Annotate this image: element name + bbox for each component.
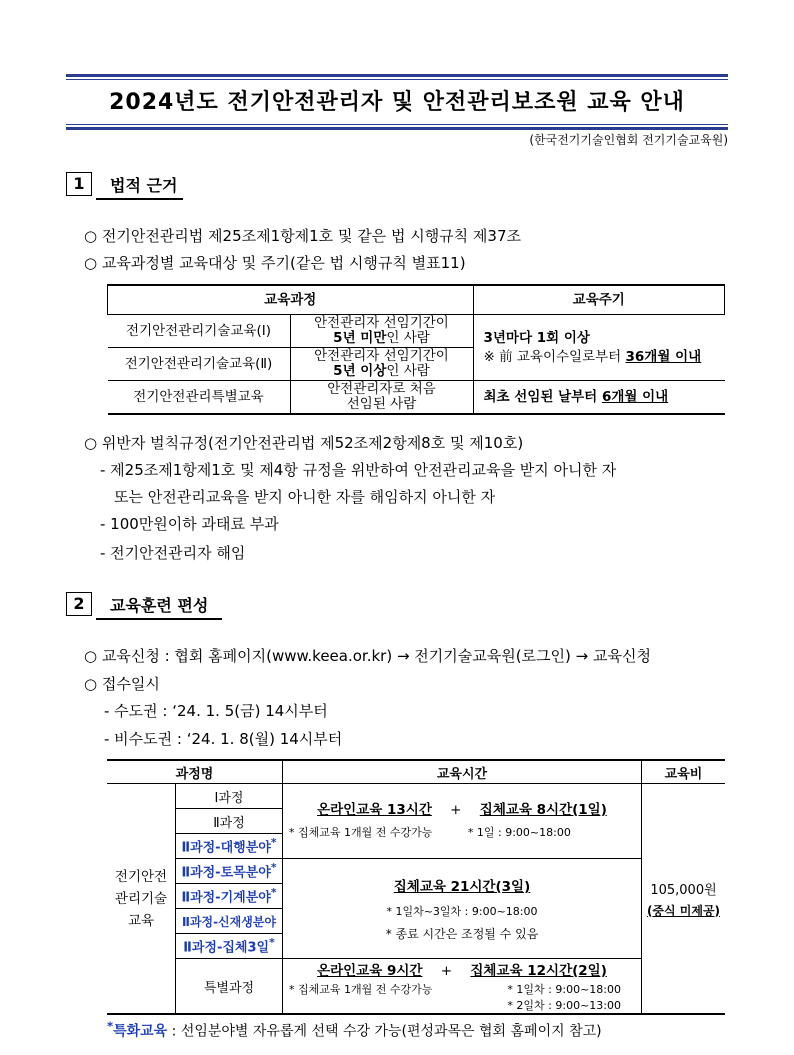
title-bar xyxy=(66,74,728,130)
time-block-c: 온라인교육 9시간 + 집체교육 12시간(2일) * 집체교육 1개월 전 수강가능 * 1일차 : 9:00~18:00 * 2일차 : 9:00~13:00 xyxy=(283,959,642,1015)
row3-cycle: 최초 선임된 날부터 6개월 이내 xyxy=(473,381,725,415)
section-1-number: 1 xyxy=(66,172,92,196)
row2-course: 전기안전관리기술교육(Ⅱ) xyxy=(108,348,291,381)
section-2-bullet-dates: ○ 접수일시 xyxy=(84,675,160,693)
section-1-bullet-cycle: ○ 교육과정별 교육대상 및 주기(같은 법 시행규칙 별표11) xyxy=(84,254,466,272)
time-block-a: 온라인교육 13시간 + 집체교육 8시간(1일) * 집체교육 1개월 전 수강가능 * 1일 : 9:00~18:00 xyxy=(283,784,642,859)
section-1-bullet-penalty: ○ 위반자 벌칙규정(전기안전관리법 제52조제2항제8호 및 제10호) xyxy=(84,434,524,452)
footnote-text: : 선임분야별 자유롭게 선택 수강 가능(편성과목은 협회 홈페이지 참고) xyxy=(167,1023,602,1040)
fee-cell xyxy=(642,784,726,1015)
course-group: 전기안전 관리기술 교육 xyxy=(107,784,176,1015)
penalty-item-1: - 제25조제1항제1호 및 제4항 규정을 위반하여 안전관리교육을 받지 아니한 자 xyxy=(100,461,617,479)
course-5: Ⅱ과정-기계분야* xyxy=(176,884,283,909)
section-1-title: 법적 근거 xyxy=(96,173,183,200)
row1-course: 전기안전관리기술교육(Ⅰ) xyxy=(108,315,291,348)
row1-target: 안전관리자 선임기간이 5년 미만인 사람 xyxy=(290,315,473,348)
fee-amount: 105,000원 xyxy=(650,882,717,898)
section-2-bullet-apply: ○ 교육신청 : 협회 홈페이지(www.keea.or.kr) → 전기기술교육원(로그인) → 교육신청 xyxy=(84,647,651,665)
course-7: Ⅱ과정-집체3일* xyxy=(176,934,283,959)
row3-target: 안전관리자로 처음 선임된 사람 xyxy=(290,381,473,415)
fee-note: (중식 미제공) xyxy=(646,903,721,918)
course-3: Ⅱ과정-대행분야* xyxy=(176,834,283,859)
date-capital: - 수도권 : ‘24. 1. 5(금) 14시부터 xyxy=(104,702,328,720)
date-noncapital: - 비수도권 : ‘24. 1. 8(월) 14시부터 xyxy=(104,730,343,748)
row12-cycle: 3년마다 1회 이상 ※ 前 교육이수일로부터 36개월 이내 xyxy=(473,315,725,381)
header-course: 교육과정 xyxy=(108,285,474,315)
course-1: Ⅰ과정 xyxy=(176,784,283,809)
page-title: 2024년도 전기안전관리자 및 안전관리보조원 교육 안내 xyxy=(109,90,685,115)
penalty-item-2: - 100만원이하 과태료 부과 xyxy=(100,515,279,533)
section-1-bullet-law: ○ 전기안전관리법 제25조제1항제1호 및 같은 법 시행규칙 제37조 xyxy=(84,227,521,245)
education-cycle-table xyxy=(107,284,725,415)
header-fee: 교육비 xyxy=(642,760,726,784)
footnote-label: 특화교육 xyxy=(113,1023,168,1040)
header-time: 교육시간 xyxy=(283,760,642,784)
course-6: Ⅱ과정-신재생분야 xyxy=(176,909,283,934)
course-8: 특별과정 xyxy=(176,959,283,1015)
section-2-title: 교육훈련 편성 xyxy=(96,593,222,620)
row3-course: 전기안전관리특별교육 xyxy=(108,381,291,415)
penalty-item-3: - 전기안전관리자 해임 xyxy=(100,544,246,562)
footnote: *특화교육 : 선임분야별 자유롭게 선택 수강 가능(편성과목은 협회 홈페이지 참고) xyxy=(107,1019,602,1040)
section-2-number: 2 xyxy=(66,592,92,616)
header-course-name: 과정명 xyxy=(107,760,283,784)
training-schedule-table xyxy=(107,759,725,1015)
organization: (한국전기기술인협회 전기기술교육원) xyxy=(529,133,728,147)
row2-target: 안전관리자 선임기간이 5년 이상인 사람 xyxy=(290,348,473,381)
penalty-item-1-cont: 또는 안전관리교육을 받지 아니한 자를 해임하지 아니한 자 xyxy=(114,488,496,506)
course-2: Ⅱ과정 xyxy=(176,809,283,834)
time-block-b: 집체교육 21시간(3일) * 1일차~3일차 : 9:00~18:00 * 종료 시간은 조정될 수 있음 xyxy=(283,859,642,959)
course-4: Ⅱ과정-토목분야* xyxy=(176,859,283,884)
header-cycle: 교육주기 xyxy=(473,285,725,315)
